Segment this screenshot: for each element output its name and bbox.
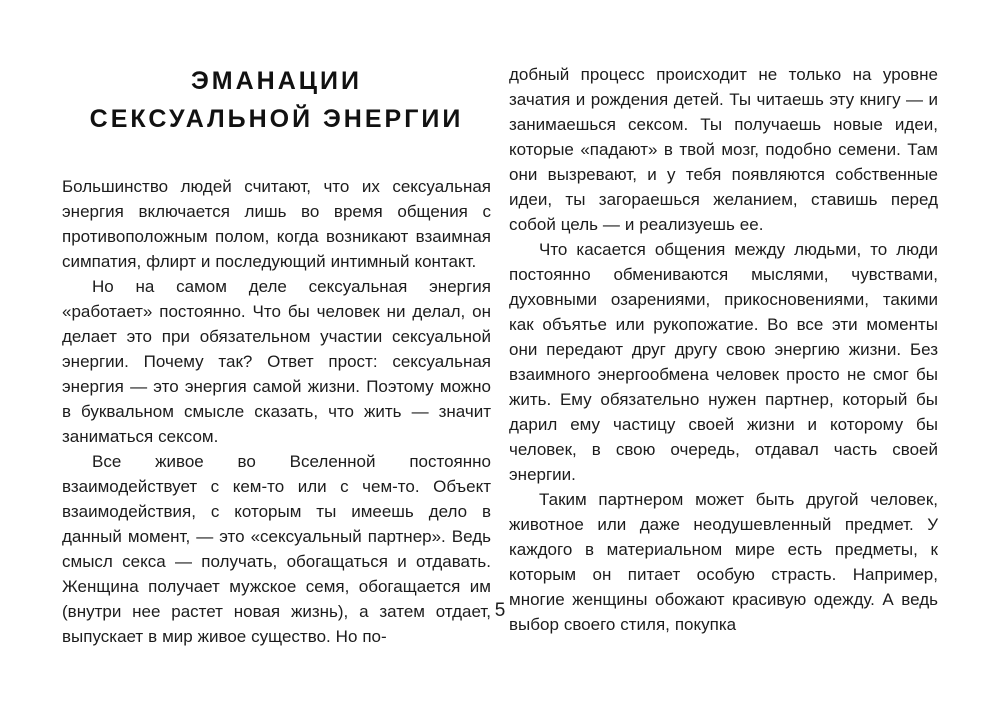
text-columns	[62, 62, 938, 649]
body-paragraph: Что касается общения между людьми, то люди постоянно обмениваются мыслями, чувствами, духовными озарениями, прикосновениями, такими как объятье или рукопожатие. Во все эти моменты они передают друг другу свою энергию жизни. Без взаимного энергообмена человек просто не смог бы жить. Ему обязательно нужен партнер, который бы дарил ему частицу своей жизни и которому бы человек, в свою очередь, отдавал часть своей энергии.	[509, 240, 938, 484]
right-column	[509, 62, 938, 649]
page-number: 5	[494, 600, 506, 621]
left-column	[62, 62, 491, 649]
chapter-title-line1: ЭМАНАЦИИ	[191, 67, 362, 95]
body-paragraph: Но на самом деле сексуальная энергия «работает» постоянно. Что бы человек ни делал, он делает это при обязательном участии сексуальной энергии. Почему так? Ответ прост: сексуальная энергия — это энергия самой жизни. Поэтому можно в буквальном смысле сказать, что жить — значит заниматься сексом.	[62, 277, 491, 446]
body-paragraph: Все живое во Вселенной постоянно взаимодействует с кем-то или с чем-то. Объект взаимодействия, с которым ты имеешь дело в данный момент, — это «сексуальный партнер». Ведь смысл секса — получать, обогащаться и отдавать. Женщина получает мужское семя, обогащается им (внутри нее растет новая жизнь), а затем отдает, выпускает в мир живое существо. Но по-	[62, 452, 491, 646]
chapter-title-line2: СЕКСУАЛЬНОЙ ЭНЕРГИИ	[89, 105, 464, 133]
body-paragraph: Таким партнером может быть другой человек, животное или даже неодушевленный предмет. У каждого в материальном мире есть предметы, к которым он питает особую страсть. Например, многие женщины обожают красивую одежду. А ведь выбор своего стиля, покупка	[509, 490, 938, 634]
chapter-title	[62, 62, 491, 138]
body-paragraph: Большинство людей считают, что их сексуальная энергия включается лишь во время общения с противоположным полом, когда возникают взаимная симпатия, флирт и последующий интимный контакт.	[62, 177, 491, 271]
body-paragraph: добный процесс происходит не только на уровне зачатия и рождения детей. Ты читаешь эту книгу — и занимаешься сексом. Ты получаешь новые идеи, которые «падают» в твой мозг, подобно семени. Там они вызревают, и у тебя появляются собственные идеи, ты загораешься желанием, ставишь перед собой цель — и реализуешь ее.	[509, 65, 938, 234]
